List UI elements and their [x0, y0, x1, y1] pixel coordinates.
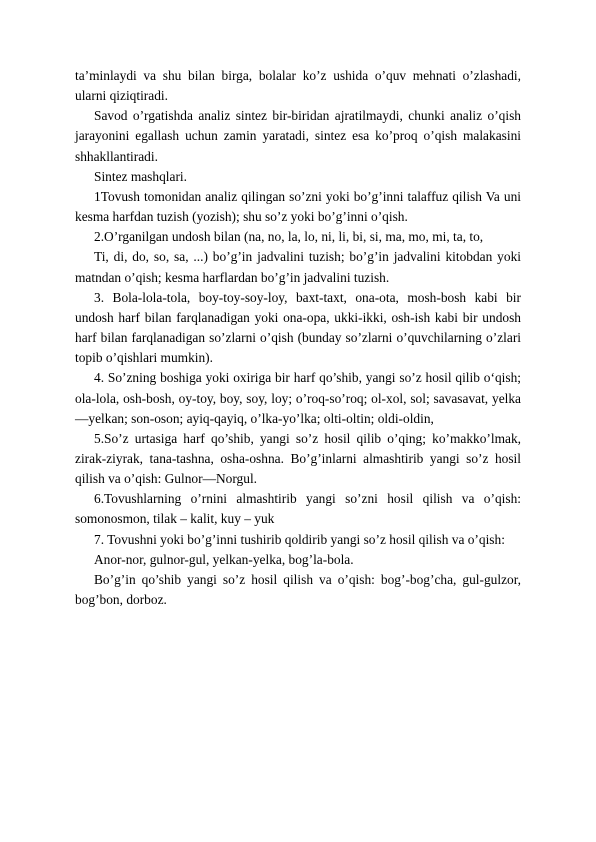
paragraph-5: 2.O’rganilgan undosh bilan (na, no, la, lo, ni, li, bi, si, ma, mo, mi, ta, to,: [94, 229, 484, 245]
paragraph-1: ta’minlaydi va shu bilan birga, bolalar ko’z ushida o’quv mehnati o’zlashadi, ularni qiziqtiradi.: [75, 68, 521, 104]
paragraph-11: 7. Tovushni yoki bo’g’inni tushirib qoldirib yangi so’z hosil qilish va o’qish:: [94, 531, 505, 547]
paragraph-10: 6.Tovushlarning o’rnini almashtirib yangi so’zni hosil qilish va o’qish: somonosmon, tilak – kalit, kuy – yuk: [75, 491, 521, 527]
paragraph-12: Anor-nor, gulnor-gul, yelkan-yelka, bog’la-bola.: [94, 551, 354, 567]
paragraph-9: 5.So’z urtasiga harf qo’shib, yangi so’z hosil qilib o’qing; ko’makko’lmak, zirak-ziyrak, tana-tashna, osha-oshna. Bo’g’inlarni almashtirib yangi so’z hosil qilish va o’qish: Gulnor—Norgul.: [75, 430, 521, 487]
paragraph-8: 4. So’zning boshiga yoki oxiriga bir harf qo’shib, yangi so’z hosil qilib o‘qish; ola-lola, osh-bosh, oy-toy, boy, soy, loy; o’roq-so’roq; ol-xol, sol; savasavat, yelka—yelkan; son-oson; ayiq-qayiq, o’lka-yo’lka; olti-oltin; oldi-oldin,: [75, 370, 521, 426]
body-text: [75, 66, 521, 610]
paragraph-6: Ti, di, do, so, sa, ...) bo’g’in jadvalini tuzish; bo’g’in jadvalini kitobdan yoki matndan o’qish; kesma harflardan bo’g’in jadvalini tuzish.: [75, 249, 521, 285]
paragraph-13: Bo’g’in qo’shib yangi so’z hosil qilish va o’qish: bog’-bog’cha, gul-gulzor, bog’bon, dorboz.: [75, 571, 521, 608]
paragraph-2: Savod o’rgatishda analiz sintez bir-biridan ajratilmaydi, chunki analiz o’qish jarayonini egallash uchun zamin yaratadi, sintez esa ko’proq o’qish malakasini shhakllantiradi.: [75, 108, 521, 164]
paragraph-4: 1Tovush tomonidan analiz qilingan so’zni yoki bo’g’inni talaffuz qilish Va uni kesma harfdan tuzish (yozish); shu so’z yoki bo’g’inni o’qish.: [75, 188, 521, 225]
paragraph-3: Sintez mashqlari.: [94, 168, 187, 184]
paragraph-7: 3. Bola-lola-tola, boy-toy-soy-loy, baxt-taxt, ona-ota, mosh-bosh kabi bir undosh harf bilan farqlanadigan yoki ona-opa, ukki-ikki, osh-ish kabi bir undosh harf bilan farqlanadigan so’zlarni o’qish (bunday so’zlarni o’quvchilarning o’zlari topib o’qishlari mumkin).: [75, 289, 521, 366]
